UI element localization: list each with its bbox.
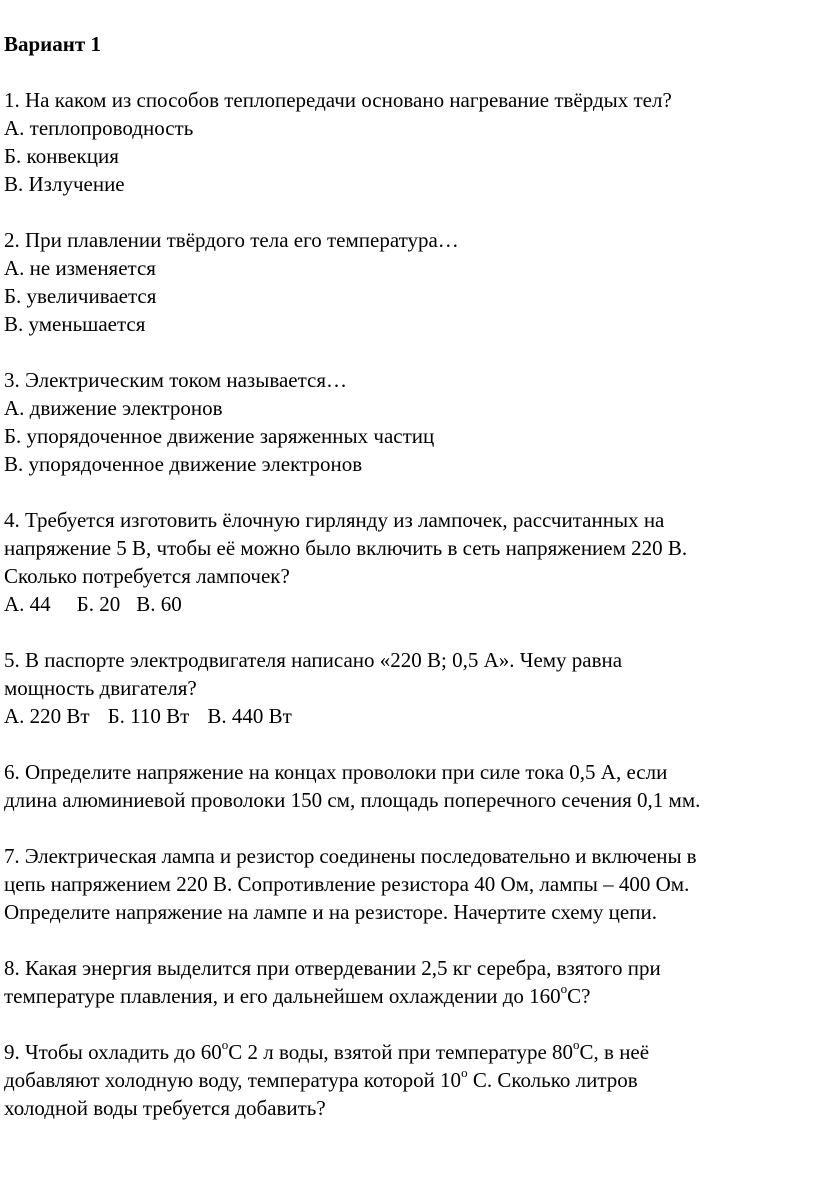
question-text: длина алюминиевой проволоки 150 см, площадь поперечного сечения 0,1 мм. bbox=[4, 788, 701, 812]
question-text: 7. Электрическая лампа и резистор соединены последовательно и включены в bbox=[4, 844, 697, 868]
question-3 bbox=[4, 366, 816, 478]
answer-option: Б. упорядоченное движение заряженных частиц bbox=[4, 424, 435, 448]
answer-option: А. движение электронов bbox=[4, 396, 223, 420]
text-segment: С? bbox=[567, 984, 591, 1008]
answer-option: В. упорядоченное движение электронов bbox=[4, 452, 363, 476]
text-segment: С. Сколько литров bbox=[467, 1068, 638, 1092]
question-text: 3. Электрическим током называется… bbox=[4, 368, 348, 392]
text-segment: добавляют холодную воду, температура которой 10 bbox=[4, 1068, 462, 1092]
answer-options-row bbox=[4, 590, 816, 618]
question-text: 4. Требуется изготовить ёлочную гирлянду из лампочек, рассчитанных на bbox=[4, 508, 665, 532]
question-text: мощность двигателя? bbox=[4, 676, 197, 700]
question-4 bbox=[4, 506, 816, 618]
question-5 bbox=[4, 646, 816, 730]
question-text: напряжение 5 В, чтобы её можно было включить в сеть напряжением 220 В. bbox=[4, 536, 688, 560]
text-segment: 9. Чтобы охладить до 60 bbox=[4, 1040, 222, 1064]
degree-superscript: о bbox=[560, 981, 568, 996]
answer-option: Б. увеличивается bbox=[4, 284, 157, 308]
question-text: 2. При плавлении твёрдого тела его температура… bbox=[4, 228, 459, 252]
question-2 bbox=[4, 226, 816, 338]
question-1 bbox=[4, 86, 816, 198]
answer-option: В. уменьшается bbox=[4, 312, 146, 336]
question-8 bbox=[4, 954, 816, 1010]
question-7 bbox=[4, 842, 816, 926]
answer-options-row bbox=[4, 702, 816, 730]
document-page bbox=[4, 30, 816, 1150]
answer-option: Б. 110 Вт bbox=[107, 704, 190, 728]
question-text bbox=[4, 1066, 816, 1094]
question-text: холодной воды требуется добавить? bbox=[4, 1096, 326, 1120]
question-9 bbox=[4, 1038, 816, 1122]
page-title: Вариант 1 bbox=[4, 32, 101, 56]
degree-superscript: о bbox=[573, 1037, 580, 1052]
question-text bbox=[4, 1038, 816, 1066]
question-text: Определите напряжение на лампе и на резисторе. Начертите схему цепи. bbox=[4, 900, 657, 924]
answer-option: Б. 20 bbox=[76, 592, 121, 616]
question-text: цепь напряжением 220 В. Сопротивление резистора 40 Ом, лампы – 400 Ом. bbox=[4, 872, 690, 896]
answer-option: А. 220 Вт bbox=[4, 704, 90, 728]
answer-option: А. теплопроводность bbox=[4, 116, 194, 140]
text-segment: С, в неё bbox=[579, 1040, 650, 1064]
answer-option: А. 44 bbox=[4, 592, 51, 616]
degree-superscript: о bbox=[461, 1065, 468, 1080]
text-segment: температуре плавления, и его дальнейшем охлаждении до 160 bbox=[4, 984, 561, 1008]
degree-superscript: о bbox=[221, 1037, 229, 1052]
question-6 bbox=[4, 758, 816, 814]
question-text: 1. На каком из способов теплопередачи основано нагревание твёрдых тел? bbox=[4, 88, 672, 112]
answer-option: В. 60 bbox=[136, 592, 182, 616]
answer-option: А. не изменяется bbox=[4, 256, 156, 280]
answer-option: В. Излучение bbox=[4, 172, 125, 196]
question-text bbox=[4, 982, 816, 1010]
question-text: 6. Определите напряжение на концах проволоки при силе тока 0,5 А, если bbox=[4, 760, 668, 784]
answer-option: В. 440 Вт bbox=[207, 704, 292, 728]
text-segment: С 2 л воды, взятой при температуре 80 bbox=[228, 1040, 574, 1064]
question-text: 5. В паспорте электродвигателя написано «220 В; 0,5 А». Чему равна bbox=[4, 648, 623, 672]
answer-option: Б. конвекция bbox=[4, 144, 119, 168]
question-text: 8. Какая энергия выделится при отвердевании 2,5 кг серебра, взятого при bbox=[4, 956, 661, 980]
question-text: Сколько потребуется лампочек? bbox=[4, 564, 290, 588]
